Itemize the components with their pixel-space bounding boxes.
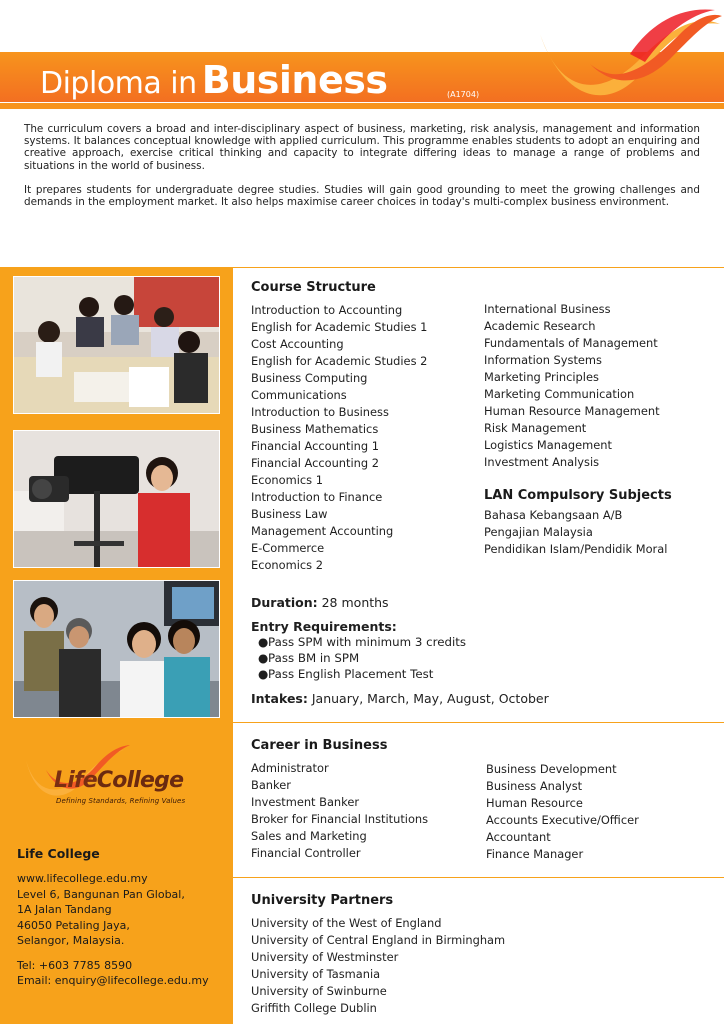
bullet-icon: ● bbox=[258, 635, 269, 649]
course-item: Human Resource Management bbox=[484, 404, 660, 418]
course-item: Communications bbox=[251, 388, 347, 402]
partner-item: University of Central England in Birmingham bbox=[251, 933, 506, 947]
lan-item: Pengajian Malaysia bbox=[484, 525, 593, 539]
course-item: Cost Accounting bbox=[251, 337, 344, 351]
entry-item: ●Pass BM in SPM bbox=[258, 651, 360, 665]
career-item: Human Resource bbox=[486, 796, 583, 810]
intakes bbox=[251, 691, 549, 706]
duration-value: 28 months bbox=[321, 595, 389, 610]
logo-tagline: Defining Standards, Refining Values bbox=[56, 797, 186, 805]
page-title bbox=[40, 58, 388, 102]
course-item: English for Academic Studies 1 bbox=[251, 320, 428, 334]
course-item: Risk Management bbox=[484, 421, 587, 435]
bullet-icon: ● bbox=[258, 667, 269, 681]
title-bold: Business bbox=[201, 58, 388, 102]
contact-email[interactable]: Email: enquiry@lifecollege.edu.my bbox=[17, 974, 209, 987]
course-list-col2 bbox=[484, 301, 660, 471]
partner-item: University of Swinburne bbox=[251, 984, 387, 998]
lan-list bbox=[484, 507, 667, 558]
career-item: Financial Controller bbox=[251, 846, 361, 860]
course-item: Fundamentals of Management bbox=[484, 336, 658, 350]
bullet-icon: ● bbox=[258, 651, 269, 665]
course-item: English for Academic Studies 2 bbox=[251, 354, 428, 368]
course-item: Business Law bbox=[251, 507, 328, 521]
course-item: International Business bbox=[484, 302, 611, 316]
contact-address-1: Level 6, Bangunan Pan Global, bbox=[17, 887, 185, 901]
contact-address-3: 46050 Petaling Jaya, bbox=[17, 918, 130, 932]
duration-label: Duration: bbox=[251, 595, 318, 610]
career-item: Business Analyst bbox=[486, 779, 583, 793]
partners-list bbox=[251, 915, 505, 1017]
contact-website[interactable]: www.lifecollege.edu.my bbox=[17, 872, 148, 885]
career-item: Broker for Financial Institutions bbox=[251, 812, 429, 826]
entry-label: Entry Requirements: bbox=[251, 619, 397, 634]
logo-life: Life bbox=[54, 768, 97, 793]
course-item: Academic Research bbox=[484, 319, 596, 333]
entry-item: ●Pass English Placement Test bbox=[258, 667, 434, 681]
intakes-value: January, March, May, August, October bbox=[311, 691, 549, 706]
entry-item: ●Pass SPM with minimum 3 credits bbox=[258, 635, 467, 649]
course-item: Information Systems bbox=[484, 353, 602, 367]
course-item: Introduction to Finance bbox=[251, 490, 383, 504]
divider-partners bbox=[233, 877, 724, 878]
lan-item: Bahasa Kebangsaan A/B bbox=[484, 508, 623, 522]
career-item: Sales and Marketing bbox=[251, 829, 367, 843]
course-item: E-Commerce bbox=[251, 541, 325, 555]
partner-item: University of Tasmania bbox=[251, 967, 381, 981]
entry-requirements-list bbox=[258, 634, 466, 682]
course-item: Logistics Management bbox=[484, 438, 612, 452]
intro-text bbox=[24, 123, 700, 220]
divider-career bbox=[233, 722, 724, 723]
swoosh-graphic bbox=[530, 4, 724, 104]
course-item: Management Accounting bbox=[251, 524, 394, 538]
partner-item: Griffith College Dublin bbox=[251, 1001, 377, 1015]
course-item: Economics 1 bbox=[251, 473, 323, 487]
photo-camera-student bbox=[13, 430, 220, 568]
photo-friends-group bbox=[13, 580, 220, 718]
partner-item: University of Westminster bbox=[251, 950, 399, 964]
course-item: Marketing Communication bbox=[484, 387, 635, 401]
logo-wordmark bbox=[54, 768, 183, 793]
programme-code: (A1704) bbox=[447, 90, 480, 99]
career-item: Accountant bbox=[486, 830, 551, 844]
career-list-col1 bbox=[251, 760, 428, 862]
lan-title: LAN Compulsory Subjects bbox=[484, 488, 672, 503]
contact-address-4: Selangor, Malaysia. bbox=[17, 934, 125, 947]
contact-tel: Tel: +603 7785 8590 bbox=[17, 958, 133, 972]
course-item: Economics 2 bbox=[251, 558, 323, 572]
contact-name: Life College bbox=[17, 846, 100, 861]
partners-title: University Partners bbox=[251, 893, 394, 908]
career-item: Banker bbox=[251, 778, 291, 792]
course-item: Business Computing bbox=[251, 371, 368, 385]
career-item: Finance Manager bbox=[486, 847, 584, 861]
title-light: Diploma in bbox=[40, 66, 197, 101]
photo-students-group bbox=[13, 276, 220, 414]
course-list-col1 bbox=[251, 302, 427, 574]
career-item: Administrator bbox=[251, 761, 329, 775]
career-list-col2 bbox=[486, 761, 639, 863]
course-structure-title: Course Structure bbox=[251, 280, 376, 295]
logo-college: College bbox=[96, 768, 184, 793]
intro-paragraph-1: The curriculum covers a broad and inter-disciplinary aspect of business, marketing, risk analysis, management and information systems. It balances conceptual knowledge with applied curriculum. This programme enables students to adopt an enquiring and creative approach, exercise critical thinking and capacity to integrate differing ideas to manage a range of problems and situations in the world of business. bbox=[24, 123, 700, 172]
entry-requirements-label bbox=[251, 619, 397, 634]
course-item: Business Mathematics bbox=[251, 422, 379, 436]
intakes-label: Intakes: bbox=[251, 691, 308, 706]
duration bbox=[251, 595, 389, 610]
course-item: Marketing Principles bbox=[484, 370, 599, 384]
course-item: Financial Accounting 1 bbox=[251, 439, 379, 453]
course-item: Investment Analysis bbox=[484, 455, 600, 469]
contact-address-2: 1A Jalan Tandang bbox=[17, 903, 112, 916]
partner-item: University of the West of England bbox=[251, 916, 442, 930]
course-item: Introduction to Business bbox=[251, 405, 389, 419]
career-item: Business Development bbox=[486, 762, 617, 776]
course-item: Introduction to Accounting bbox=[251, 303, 403, 317]
intro-paragraph-2: It prepares students for undergraduate degree studies. Studies will gain good grounding to meet the growing challenges and demands in the employment market. It also helps maximise career choices in today's multi-complex business environment. bbox=[24, 183, 700, 209]
divider-course bbox=[233, 267, 724, 268]
career-item: Investment Banker bbox=[251, 795, 360, 809]
contact-block bbox=[17, 846, 227, 989]
lan-item: Pendidikan Islam/Pendidik Moral bbox=[484, 542, 668, 556]
career-item: Accounts Executive/Officer bbox=[486, 813, 639, 827]
course-item: Financial Accounting 2 bbox=[251, 456, 379, 470]
career-title: Career in Business bbox=[251, 738, 388, 753]
